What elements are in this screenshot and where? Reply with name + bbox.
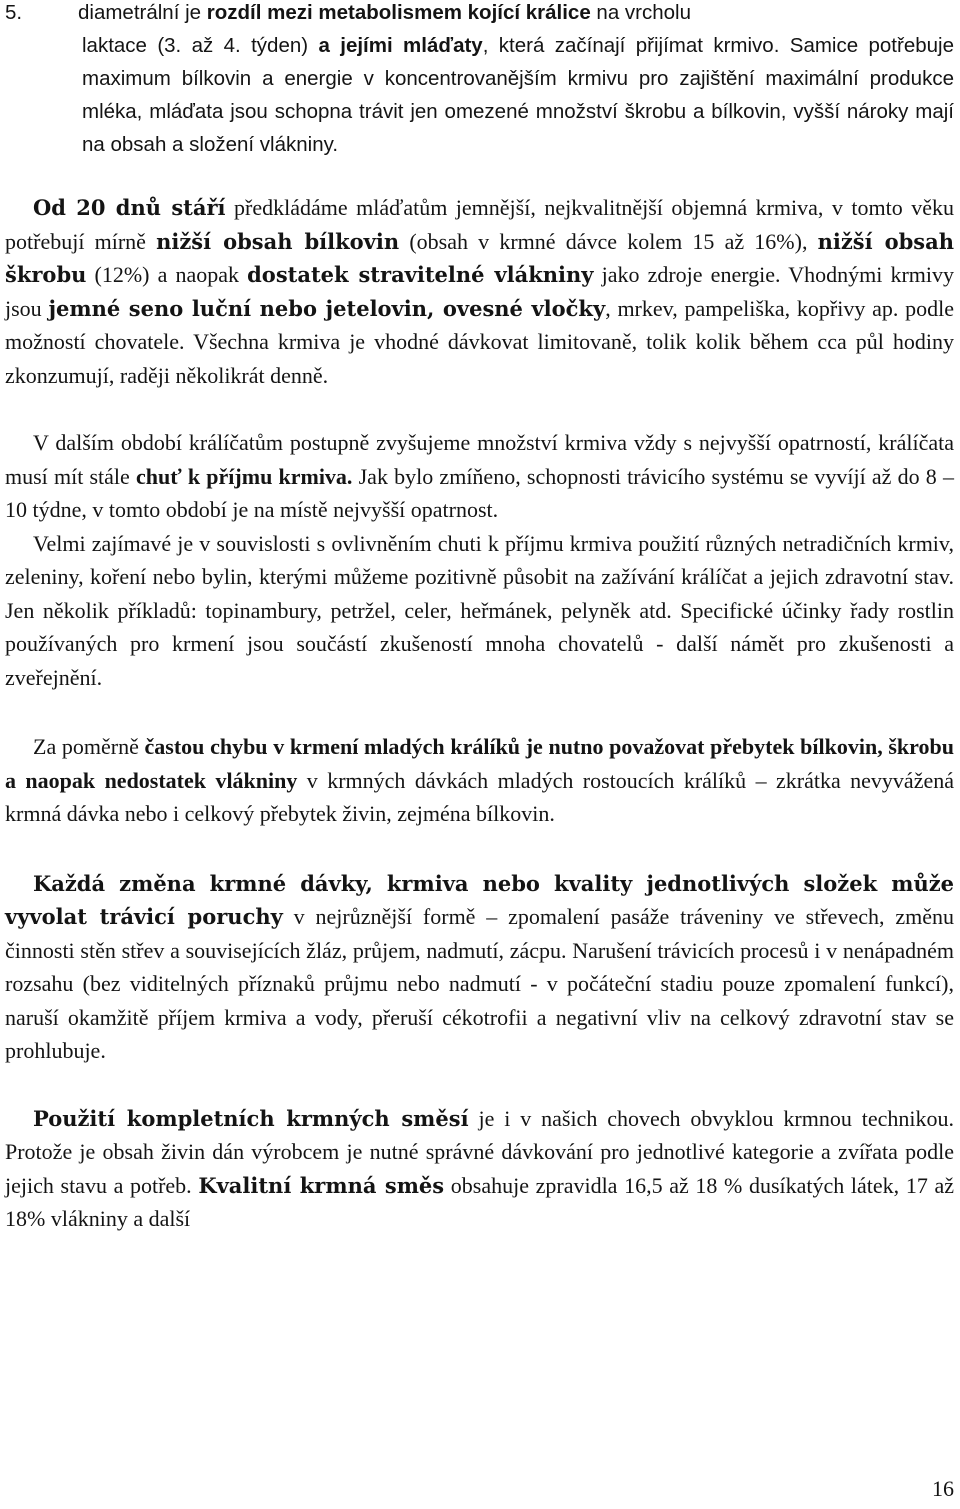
page-number: 16 [932,1476,954,1501]
list-number: 5. [5,1,23,24]
paragraph-age: Od 20 dnů stáří předkládáme mláďatům jemnější, nejkvalitnější objemná krmiva, v tomto věku potřebují mírně nižší obsah bílkovin (obsah v krmné dávce kolem 15 až 16%), nižší obsah škrobu (12%) a naopak dostatek stravitelné vlákniny jako zdroje energie. Vhodnými krmivy jsou jemné seno luční nebo jetelovin, ovesné vločky, mrkev, pampeliška, kopřivy ap. podle možností chovatele. Všechna krmiva je vhodné dávkovat limitovaně, tolik kolik během cca půl hodiny zkonzumují, raději několikrát denně. [5,195,954,388]
paragraph-change: Každá změna krmné dávky, krmiva nebo kvality jednotlivých složek může vyvolat trávicí poruchy v nejrůznější formě – zpomalení pasáže tráveniny ve střevech, změnu činnosti stěn střev a souvisejících žláz, průjem, nadmutí, zácpu. Narušení trávicích procesů i v nenápadném rozsahu (bez viditelných příznaků průjmu nebo nadmutí - v počáteční stadiu pouze zpomalení funkcí), naruší okamžitě příjem krmiva a vody, přeruší cékotrofii a negativní vliv na celkový zdravotní stav se prohlubuje. [5,870,954,1063]
paragraph-next-period: V dalším období králíčatům postupně zvyšujeme množství krmiva vždy s nejvyšší opatrností, králíčata musí mít stále chuť k příjmu krmiva. Jak bylo zmíňeno, schopnosti trávicího systému se vyvíjí až do 8 – 10 týdne, v tomto období je na místě nejvyšší opatrnost. [5,430,954,522]
list-item-5: 5. diametrální je rozdíl mezi metabolismem kojící králice na vrcholu laktace (3. až 4. týden) a jejími mláďaty, která začínají přijímat krmivo. Samice potřebuje maximum bílkovin a energie v koncentrovanějším krmivu pro zajištění maximální produkce mléka, mláďata jsou schopna trávit jen omezené množství škrobu a bílkovin, vyšší nároky mají na obsah a složení vlákniny. [5,0,954,161]
paragraph-mistake: Za poměrně častou chybu v krmení mladých králíků je nutno považovat přebytek bílkovin, škrobu a naopak nedostatek vlákniny v krmných dávkách mladých rostoucích králíků – zkrátka nevyvážená krmná dávka nebo i celkový přebytek živin, zejména bílkovin. [5,734,954,826]
paragraph-taste: Velmi zajímavé je v souvislosti s ovlivněním chuti k příjmu krmiva použití různých netradičních krmiv, zeleniny, koření nebo bylin, kterými můžeme pozitivně působit na zažívání králíčat a jejich zdravotní stav. Jen několik příkladů: topinambury, petržel, celer, heřmánek, pelyněk atd. Specifické účinky řady rostlin používaných pro krmení jsou součástí zkušeností mnoha chovatelů - další námět pro zkušenosti a zveřejnění. [5,530,954,690]
paragraph-mixtures: Použití kompletních krmných směsí je i v našich chovech obvyklou krmnou technikou. Protože je obsah živin dán výrobcem je nutné správné dávkování pro jednotlivé kategorie a zvířata podle jejich stavu a potřeb. Kvalitní krmná směs obsahuje zpravidla 16,5 až 18 % dusíkatých látek, 17 až 18% vlákniny a další [5,1105,954,1231]
